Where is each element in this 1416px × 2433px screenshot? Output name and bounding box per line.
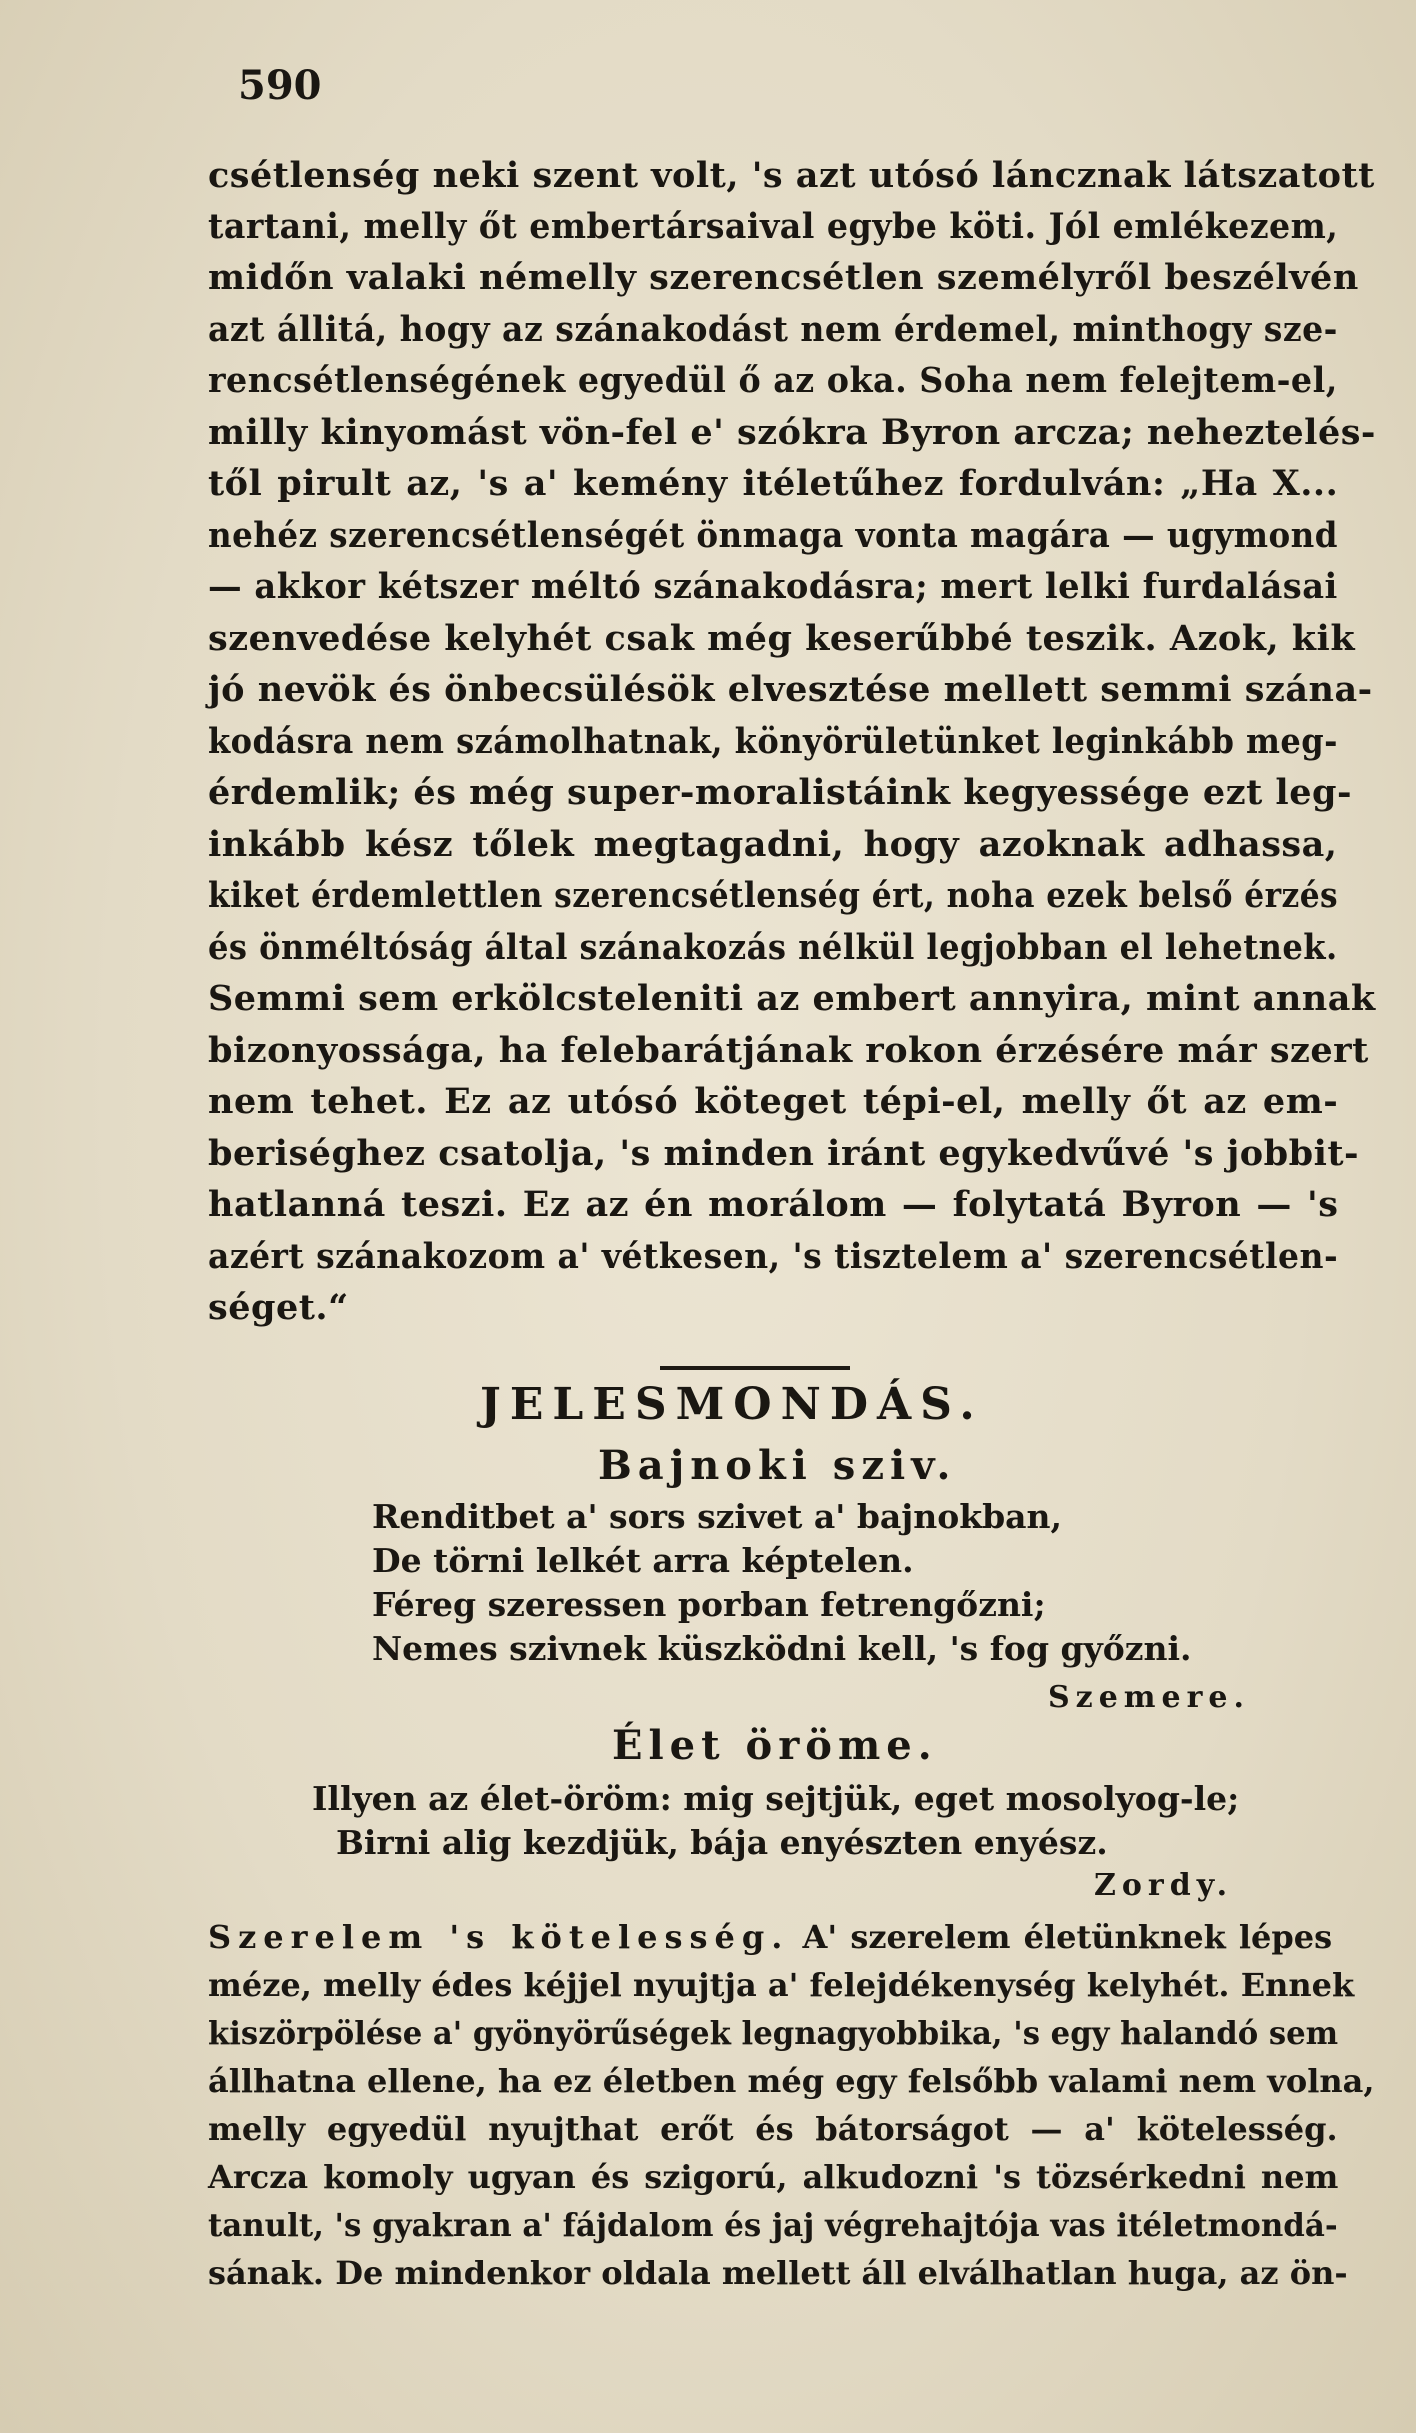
poem-line: Illyen az élet-öröm: mig sejtjük, eget mosolyog-le; xyxy=(312,1779,1240,1818)
essay-title: Szerelem 's kötelesség. xyxy=(208,1918,790,1956)
body-line: nem tehet. Ez az utósó köteget tépi-el, melly őt az em- xyxy=(208,1081,1339,1122)
body-line: bizonyossága, ha felebarátjának rokon érzésére már szert xyxy=(208,1030,1369,1071)
essay-line: állhatna ellene, ha ez életben még egy felsőbb valami nem volna, xyxy=(208,2062,1375,2100)
essay-line: sának. De mindenkor oldala mellett áll elválhatlan huga, az ön- xyxy=(208,2254,1348,2292)
poem-line: Nemes szivnek küszködni kell, 's fog győzni. xyxy=(372,1629,1192,1668)
body-line: nehéz szerencsétlenségét önmaga vonta magára — ugymond xyxy=(208,515,1338,556)
poem-author: Szemere. xyxy=(1048,1680,1250,1715)
body-line: azért szánakozom a' vétkesen, 's tisztelem a' szerencsétlen- xyxy=(208,1236,1339,1277)
essay-first-line xyxy=(208,1918,1332,1956)
body-line: midőn valaki némelly szerencsétlen személyről beszélvén xyxy=(208,257,1359,298)
body-line: tartani, melly őt embertársaival egybe köti. Jól emlékezem, xyxy=(208,206,1339,247)
poem-line: Birni alig kezdjük, bája enyészten enyész. xyxy=(336,1823,1108,1862)
body-line: érdemlik; és még super-moralistáink kegyessége ezt leg- xyxy=(208,772,1352,813)
essay-first-line-rest: A' szerelem életünknek lépes xyxy=(802,1918,1333,1956)
poem-title: Bajnoki sziv. xyxy=(598,1442,957,1489)
essay-line: melly egyedül nyujthat erőt és bátorságot — a' kötelesség. xyxy=(208,2110,1338,2148)
section-heading: JELESMONDÁS. xyxy=(480,1379,984,1430)
body-line: és önméltóság által szánakozás nélkül legjobban el lehetnek. xyxy=(208,927,1338,968)
essay-line: kiszörpölése a' gyönyörűségek legnagyobbika, 's egy halandó sem xyxy=(208,2014,1339,2052)
body-line: — akkor kétszer méltó szánakodásra; mert lelki furdalásai xyxy=(208,566,1338,607)
section-divider xyxy=(660,1366,850,1370)
poem-line: Féreg szeressen porban fetrengőzni; xyxy=(372,1585,1046,1624)
body-line: inkább kész tőlek megtagadni, hogy azoknak adhassa, xyxy=(208,824,1338,865)
body-line: Semmi sem erkölcsteleniti az embert annyira, mint annak xyxy=(208,978,1376,1019)
body-line: beriséghez csatolja, 's minden iránt egykedvűvé 's jobbit- xyxy=(208,1133,1360,1174)
body-line: kodásra nem számolhatnak, könyörületünket leginkább meg- xyxy=(208,721,1338,762)
body-line: kiket érdemlettlen szerencsétlenség ért, noha ezek belső érzés xyxy=(208,875,1339,916)
poem-line: De törni lelkét arra képtelen. xyxy=(372,1541,914,1580)
poem-title: Élet öröme. xyxy=(612,1722,938,1769)
body-line: hatlanná teszi. Ez az én morálom — folytatá Byron — 's xyxy=(208,1184,1339,1225)
body-line: jó nevök és önbecsülésök elvesztése mellett semmi szána- xyxy=(208,669,1373,710)
poem-author: Zordy. xyxy=(1094,1868,1234,1903)
body-line: séget.“ xyxy=(208,1287,349,1328)
body-line: től pirult az, 's a' kemény itéletűhez fordulván: „Ha X... xyxy=(208,463,1339,504)
body-line: azt állitá, hogy az szánakodást nem érdemel, minthogy sze- xyxy=(208,309,1338,350)
essay-line: méze, melly édes kéjjel nyujtja a' felejdékenység kelyhét. Ennek xyxy=(208,1966,1355,2004)
body-line: szenvedése kelyhét csak még keserűbbé teszik. Azok, kik xyxy=(208,618,1356,659)
essay-line: Arcza komoly ugyan és szigorú, alkudozni 's tözsérkedni nem xyxy=(208,2158,1339,2196)
body-line: rencsétlenségének egyedül ő az oka. Soha nem felejtem-el, xyxy=(208,360,1338,401)
body-line: milly kinyomást vön-fel e' szókra Byron arcza; neheztelés- xyxy=(208,412,1376,453)
body-line: csétlenség neki szent volt, 's azt utósó láncznak látszatott xyxy=(208,155,1375,196)
page-number: 590 xyxy=(238,62,322,109)
poem-line: Renditbet a' sors szivet a' bajnokban, xyxy=(372,1497,1063,1536)
essay-line: tanult, 's gyakran a' fájdalom és jaj végrehajtója vas itéletmondá- xyxy=(208,2206,1338,2244)
